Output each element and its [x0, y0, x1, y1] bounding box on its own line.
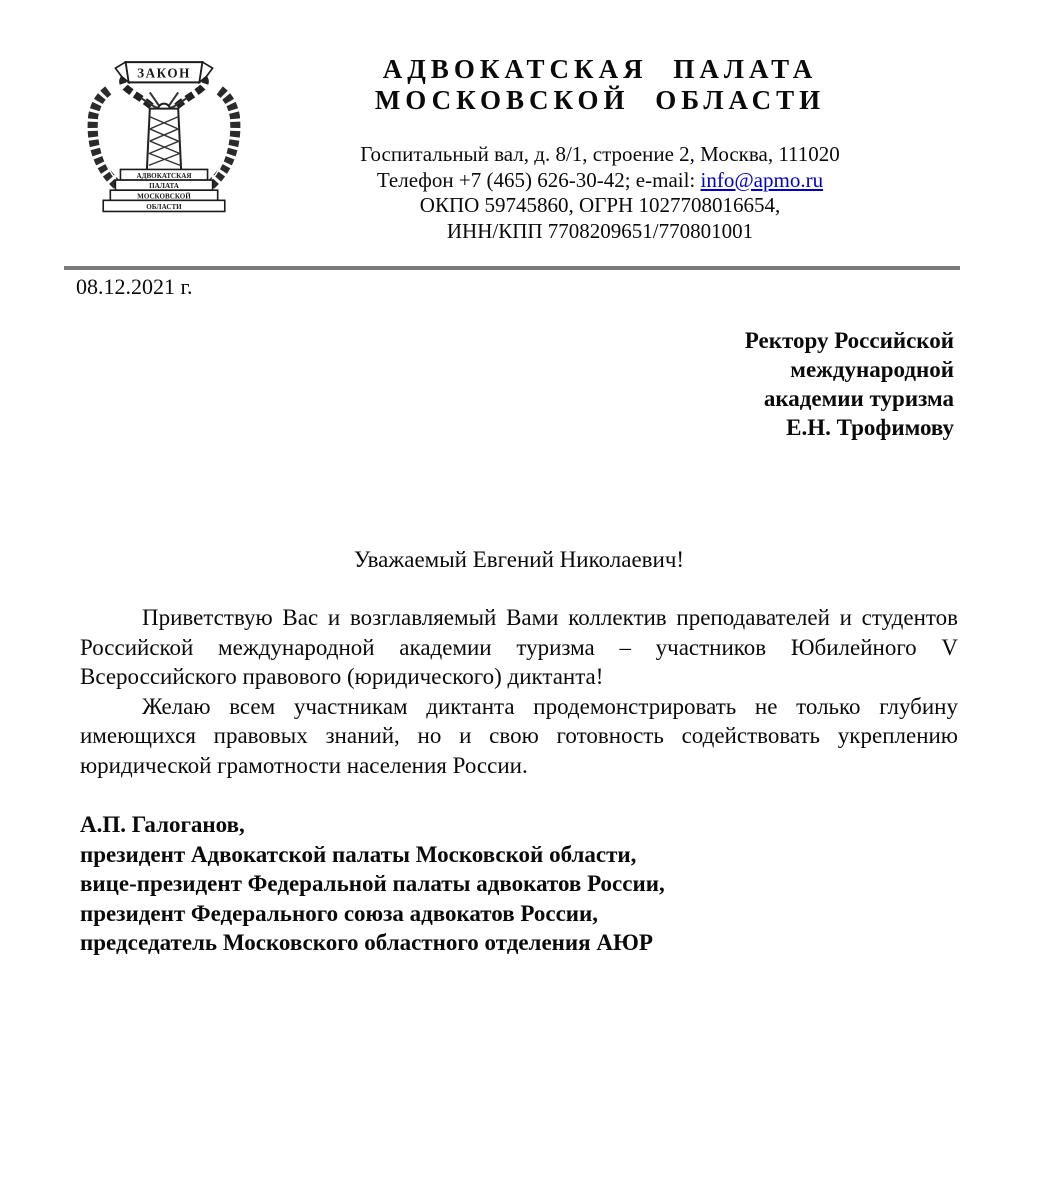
- pedestal-text-3: МОСКОВСКОЙ: [137, 192, 191, 201]
- bar-association-emblem-icon: [85, 56, 243, 214]
- salutation: Уважаемый Евгений Николаевич!: [353, 547, 685, 572]
- signature-name: А.П. Галоганов,: [80, 812, 245, 837]
- recipient-block: [745, 326, 954, 442]
- org-registration: ОКПО 59745860, ОГРН 1027708016654,: [419, 193, 781, 217]
- recipient-line: международной: [790, 357, 954, 382]
- org-name-line-1: АДВОКАТСКАЯ ПАЛАТА: [382, 54, 818, 84]
- pedestal-text-2: ПАЛАТА: [149, 182, 179, 191]
- letter-body: [80, 603, 958, 781]
- org-name-line-2: МОСКОВСКОЙ ОБЛАСТИ: [374, 85, 826, 115]
- org-tax-ids: ИНН/КПП 7708209651/770801001: [446, 218, 754, 243]
- recipient-line: академии туризма: [763, 386, 954, 411]
- org-logo: [85, 56, 243, 214]
- body-paragraph: Приветствую Вас и возглавляемый Вами коллектив преподавателей и студентов Российской международной академии туризма – участников Юбилейного V Всероссийского правового (юридического) диктанта!: [80, 605, 958, 690]
- org-contacts: [258, 142, 942, 244]
- signature-title: президент Федерального союза адвокатов России,: [80, 900, 599, 926]
- org-phone-line: [258, 168, 942, 194]
- org-address: Госпитальный вал, д. 8/1, строение 2, Москва, 111020: [360, 142, 840, 166]
- recipient-line: Е.Н. Трофимову: [786, 415, 954, 440]
- header-divider: [64, 266, 960, 270]
- signature-block: [80, 810, 665, 958]
- pedestal-text-1: АДВОКАТСКАЯ: [136, 172, 192, 181]
- signature-title: вице-президент Федеральной палаты адвокатов России,: [80, 871, 665, 897]
- pedestal-text-4: ОБЛАСТИ: [146, 202, 182, 211]
- recipient-line: Ректору Российской: [744, 328, 954, 353]
- signature-title: председатель Московского областного отделения АЮР: [80, 930, 653, 956]
- org-name: [258, 54, 942, 116]
- org-email-link[interactable]: info@apmo.ru: [700, 167, 824, 192]
- letter-date: 08.12.2021 г.: [76, 274, 193, 299]
- banner-text: ЗАКОН: [137, 65, 191, 81]
- org-phone: Телефон +7 (465) 626-30-42; e-mail:: [376, 167, 701, 192]
- body-paragraph: Желаю всем участникам диктанта продемонстрировать не только глубину имеющихся правовых знаний, но и свою готовность содействовать укреплению юридической грамотности населения России.: [80, 693, 958, 778]
- signature-title: президент Адвокатской палаты Московской области,: [80, 841, 637, 867]
